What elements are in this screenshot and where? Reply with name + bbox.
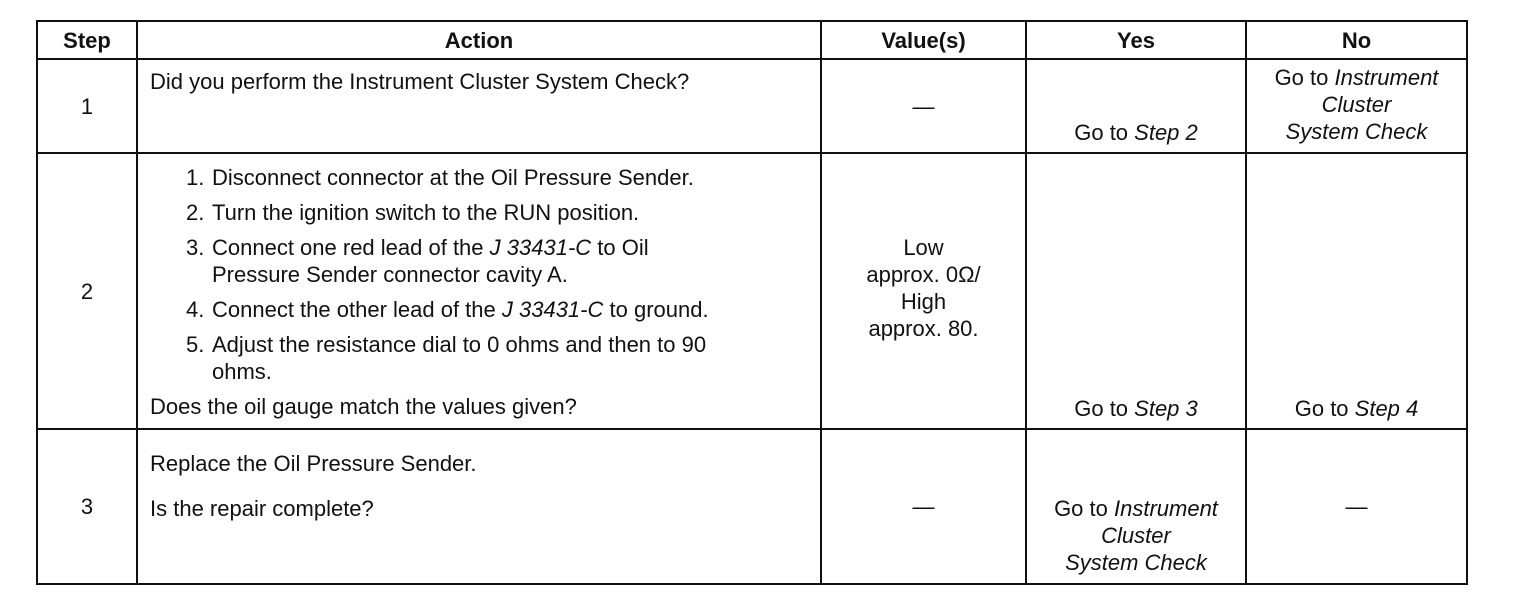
list-item: 3. Connect one red lead of the J 33431-C to Oil Pressure Sender connector cavity A.	[186, 235, 649, 287]
diagnostic-table	[36, 20, 1468, 585]
header-values: Value(s)	[821, 21, 1026, 59]
table-row	[37, 59, 1467, 153]
value-dash: —	[912, 494, 935, 519]
yes-goto[interactable]	[1027, 119, 1245, 146]
goto-link[interactable]: System Check	[1285, 119, 1428, 144]
no-cell	[1246, 153, 1467, 429]
value-cell: Low approx. 0Ω/ High approx. 80.	[821, 153, 1026, 429]
action-cell	[137, 59, 821, 153]
goto-link[interactable]: Step 2	[1134, 120, 1198, 145]
yes-cell	[1026, 153, 1246, 429]
list-item: 5. Adjust the resistance dial to 0 ohms and then to 90 ohms.	[186, 332, 707, 384]
no-goto[interactable]	[1247, 60, 1466, 145]
step-number: 3	[37, 429, 137, 584]
no-cell	[1246, 429, 1467, 584]
action-cell	[137, 153, 821, 429]
tool-reference: J 33431-C	[489, 235, 592, 260]
goto-prefix: Go to	[1274, 65, 1335, 90]
goto-prefix: Go to	[1074, 120, 1135, 145]
list-item: 2. Turn the ignition switch to the RUN position.	[186, 200, 640, 225]
value-dash: —	[1345, 494, 1368, 519]
header-row	[37, 21, 1467, 59]
header-step: Step	[37, 21, 137, 59]
table-row	[37, 429, 1467, 584]
goto-link[interactable]: Step 4	[1354, 396, 1419, 421]
action-question: Did you perform the Instrument Cluster System Check?	[150, 69, 690, 94]
value-dash: —	[912, 93, 935, 119]
table-row	[37, 153, 1467, 429]
goto-link[interactable]: Step 3	[1134, 396, 1198, 421]
no-goto[interactable]: Go to Step 4	[1294, 396, 1419, 421]
header-action: Action	[137, 21, 821, 59]
header-yes: Yes	[1026, 21, 1246, 59]
list-item: 1. Disconnect connector at the Oil Pressure Sender.	[186, 165, 694, 190]
yes-goto[interactable]: Go to Step 3	[1074, 396, 1198, 421]
yes-cell	[1026, 429, 1246, 584]
value-cell	[821, 59, 1026, 153]
action-question: Is the repair complete?	[150, 496, 374, 521]
value-cell	[821, 429, 1026, 584]
goto-link[interactable]: Instrument	[1113, 496, 1218, 521]
step-number: 1	[37, 59, 137, 153]
action-steps	[150, 164, 810, 385]
goto-link[interactable]: Instrument	[1334, 65, 1439, 90]
yes-cell	[1026, 59, 1246, 153]
goto-link[interactable]: Cluster	[1101, 523, 1171, 548]
no-cell	[1246, 59, 1467, 153]
header-no: No	[1246, 21, 1467, 59]
tool-reference: J 33431-C	[501, 297, 604, 322]
list-item: 4. Connect the other lead of the J 33431-C to ground.	[186, 297, 709, 322]
step-number: 2	[37, 153, 137, 429]
action-question: Does the oil gauge match the values given?	[150, 394, 577, 419]
action-cell	[137, 429, 821, 584]
yes-goto[interactable]: Go to Instrument Cluster System Check	[1054, 496, 1218, 575]
goto-link[interactable]: Cluster	[1321, 92, 1392, 117]
action-instruction: Replace the Oil Pressure Sender.	[150, 451, 477, 476]
goto-link[interactable]: System Check	[1065, 550, 1207, 575]
